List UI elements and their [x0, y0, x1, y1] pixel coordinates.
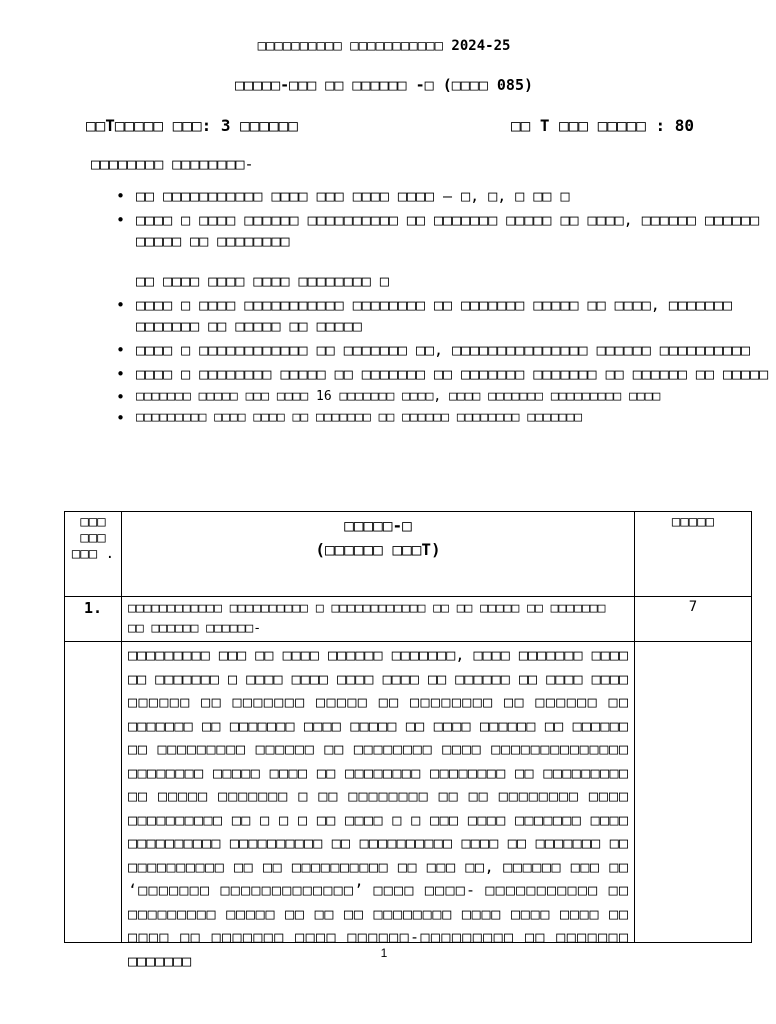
instruction-item: • □□ □□□□□□□□□□□ □□□□ □□□ □□□□ □□□□ – □, □, □ □□ □ [136, 186, 776, 207]
instructions-heading: □□□□□□□□ □□□□□□□□- [91, 155, 254, 173]
max-marks: □□ T □□□ □□□□□ : 80 [511, 116, 695, 135]
instruction-spacer [136, 255, 776, 271]
passage-text: □□□□□□□□□ □□□ □□ □□□□ □□□□□□ □□□□□□□, □□□□ □□□□□□□ □□□□ □□ □□□□□□□ □ □□□□ □□□□ □□□□ □□□□ □□ □□□□□□ □□ □□□□ □□□□ □□□□□□ □□ □□□□□□□ □□□□□ □□ □□□□□□□□ □□ □□□□□□ □□ □□□□□□□ □□ □□□□□□□ □□□□ □□□□□ □□ □□□□ □□□□□□ □□ □□□□□□ □□ □□□□□□□□□ □□□□□□ □□ □□□□□□□□ □□□□ □□□□□□□□□□□□□□ □□□□□□□□ □□□□□ □□□□ □□ □□□□□□□□ □□□□□□□□ □□ □□□□□□□□□ □□ □□□□□ □□□□□□□ □ □□ □□□□□□□□ □□ □□ □□□□□□□□ □□□□ □□□□□□□□□□ □□ □ □ □ □□ □□□□ □ □ □□□ □□□□ □□□□□□□ □□□□ □□□□□□□□□□ □□□□□□□□□□ □□ □□□□□□□□□□ □□□□ □□ □□□□□□□ □□ □□□□□□□□□□ □□ □□ □□□□□□□□□□ □□ □□□ □□, □□□□□□ □□□ □□ ‘□□□□□□□ □□□□□□□□□□□□□’ □□□□ □□□□- □□□□□□□□□□□ □□ □□□□□□□□□ □□□□□ □□ □□ □□ □□□□□□□□ □□□□ □□□□ □□□□ □□ □□□□ □□ □□□□□□□ □□□□ □□□□□□-□□□□□□□□□ □□ □□□□□□□ □□□□□□□ [128, 646, 628, 970]
instruction-item: • □□□□ □ □□□□ □□□□□□ □□□□□□□□□□ □□ □□□□□□□ □□□□□ □□ □□□□, □□□□□□ □□□□□□ □□□□□ □□ □□□□□□□□ [136, 210, 776, 252]
page-number: 1 [380, 946, 388, 960]
question-table [64, 511, 752, 970]
question-number-header: □□□ □□□ □□□ . [65, 512, 122, 597]
instruction-item: • □□□□ □ □□□□□□□□□□□□ □□ □□□□□□□ □□, □□□□□□□□□□□□□□□ □□□□□□ □□□□□□□□□□ [136, 340, 776, 361]
instruction-item: • □□□□□□□□□ □□□□ □□□□ □□ □□□□□□□ □□ □□□□□□ □□□□□□□□ □□□□□□□ [136, 409, 776, 427]
empty-cell [635, 642, 752, 943]
instruction-item: • □□□□ □ □□□□ □□□□□□□□□□□ □□□□□□□□ □□ □□□□□□□ □□□□□ □□ □□□□, □□□□□□□ □□□□□□□ □□ □□□□□ □□ □□□□□ [136, 295, 776, 337]
question-marks: 7 [635, 597, 752, 642]
instruction-item: • □□□□ □ □□□□□□□□ □□□□□ □□ □□□□□□□ □□ □□□□□□□ □□□□□□□ □□ □□□□□□ □□ □□□□□ [136, 364, 776, 385]
section-label: □□□□□-□ [344, 516, 412, 535]
empty-cell [65, 642, 122, 943]
instructions-list [96, 186, 776, 430]
marks-header: □□□□□ [635, 512, 752, 597]
document-title: □□□□□□□□□□ □□□□□□□□□□□ 2024-25 [257, 38, 511, 54]
question-number: 1. [65, 597, 122, 642]
time-allowed: □□T□□□□□ □□□: 3 □□□□□□ [86, 116, 298, 135]
table-header-row [65, 512, 752, 597]
question-text: □□□□□□□□□□□□ □□□□□□□□□□ □ □□□□□□□□□□□□ □□ □□ □□□□□ □□ □□□□□□□ □□ □□□□□□ □□□□□□- [122, 597, 635, 642]
table-row [65, 597, 752, 642]
instruction-item: • □□□□□□□ □□□□□ □□□ □□□□ 16 □□□□□□□ □□□□, □□□□ □□□□□□□ □□□□□□□□□ □□□□ [136, 388, 776, 406]
section-subtitle: (□□□□□□ □□□T) [315, 540, 441, 559]
section-header [122, 512, 635, 597]
table-row [65, 642, 752, 943]
paper-subject: □□□□□-□□□ □□ □□□□□□ -□ (□□□□ 085) [234, 76, 533, 94]
instruction-item: □□ □□□□ □□□□ □□□□ □□□□□□□□ □ [136, 272, 389, 290]
passage-cell [122, 642, 635, 970]
